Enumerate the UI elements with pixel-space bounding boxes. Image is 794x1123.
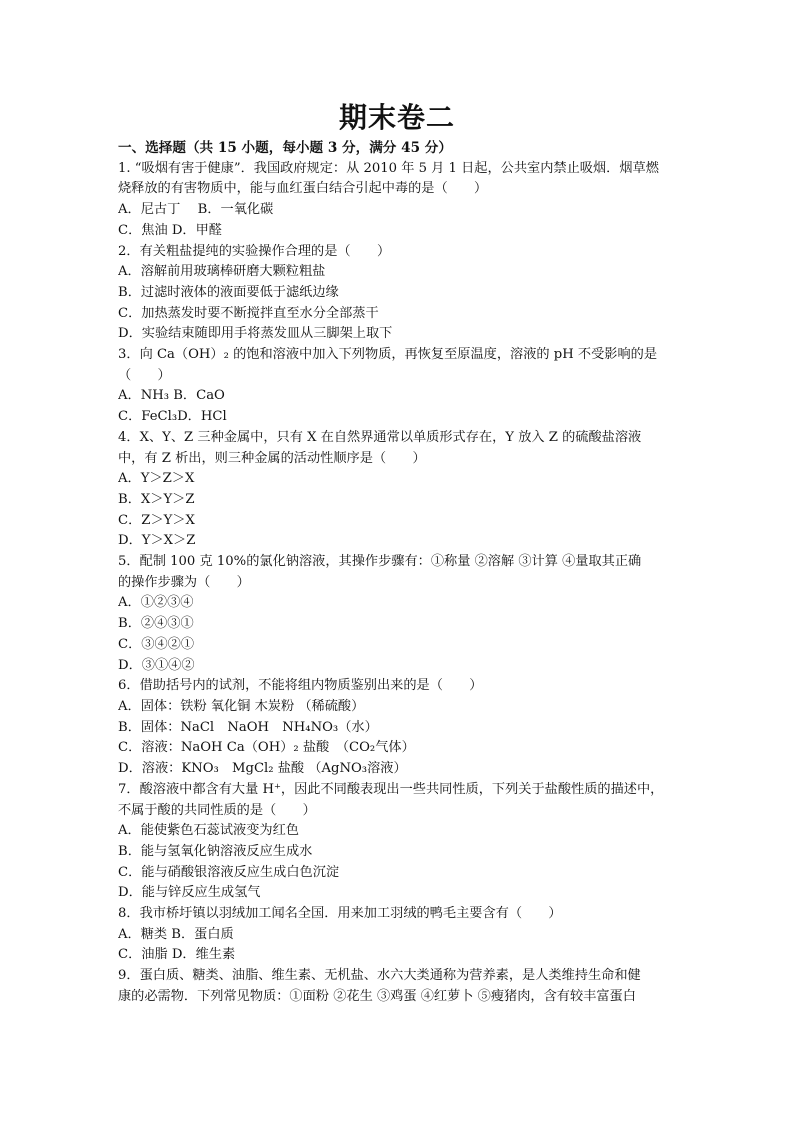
text-line: 4．X、Y、Z 三种金属中，只有 X 在自然界通常以单质形式存在，Y 放入 Z 的硫酸盐溶液 — [118, 429, 642, 445]
text-line: A．固体：铁粉 氧化铜 木炭粉 （稀硫酸） — [118, 698, 365, 714]
text-line: C．油脂 D．维生素 — [118, 947, 236, 963]
text-line: B．X＞Y＞Z — [118, 491, 195, 507]
text-line: C．加热蒸发时要不断搅拌直至水分全部蒸干 — [118, 305, 379, 321]
text-line: 烧释放的有害物质中，能与血红蛋白结合引起中毒的是（ ） — [118, 181, 488, 197]
text-line: 不属于酸的共同性质的是（ ） — [118, 802, 316, 818]
text-line: D．实验结束随即用手将蒸发皿从三脚架上取下 — [118, 326, 393, 342]
text-line: D．Y＞X＞Z — [118, 533, 196, 549]
text-line: A．溶解前用玻璃棒研磨大颗粒粗盐 — [118, 264, 326, 280]
text-line: B．能与氢氧化钠溶液反应生成水 — [118, 843, 313, 859]
text-line: 8．我市桥圩镇以羽绒加工闻名全国．用来加工羽绒的鸭毛主要含有（ ） — [118, 906, 562, 922]
text-line: C．溶液：NaOH Ca（OH）₂ 盐酸 （CO₂气体） — [118, 740, 415, 756]
text-line: C．FeCl₃D．HCl — [118, 409, 227, 425]
text-line: B．固体：NaCl NaOH NH₄NO₃（水） — [118, 719, 378, 735]
text-line: B．②④③① — [118, 616, 194, 632]
section-heading: 一、选择题（共 15 小题，每小题 3 分，满分 45 分） — [118, 140, 452, 156]
text-line: D．溶液：KNO₃ MgCl₂ 盐酸 （AgNO₃溶液） — [118, 761, 407, 777]
text-line: C．③④②① — [118, 636, 195, 652]
text-line: 1. “吸烟有害于健康”．我国政府规定：从 2010 年 5 月 1 日起，公共室内禁止吸烟．烟草燃 — [118, 160, 659, 176]
text-line: A．①②③④ — [118, 595, 194, 611]
text-line: D．能与锌反应生成氢气 — [118, 885, 261, 901]
text-line: 2．有关粗盐提纯的实验操作合理的是（ ） — [118, 243, 391, 259]
text-line: 中，有 Z 析出，则三种金属的活动性顺序是（ ） — [118, 450, 426, 466]
text-line: 的操作步骤为（ ） — [118, 574, 250, 590]
text-line: B．过滤时液体的液面要低于滤纸边缘 — [118, 284, 339, 300]
text-line: 康的必需物．下列常见物质：①面粉 ②花生 ③鸡蛋 ④红萝卜 ⑤瘦猪肉，含有较丰富蛋白 — [118, 988, 636, 1004]
text-line: C．能与硝酸银溶液反应生成白色沉淀 — [118, 864, 340, 880]
text-line: A．NH₃ B．CaO — [118, 388, 225, 404]
text-line: 9．蛋白质、糖类、油脂、维生素、无机盐、水六大类通称为营养素，是人类维持生命和健 — [118, 968, 641, 984]
text-line: C．焦油 D．甲醛 — [118, 222, 222, 238]
page-title: 期末卷二 — [338, 101, 455, 134]
text-line: A．能使紫色石蕊试液变为红色 — [118, 823, 299, 839]
text-line: 5．配制 100 克 10%的氯化钠溶液，其操作步骤有：①称量 ②溶解 ③计算 ④量取其正确 — [118, 554, 642, 570]
text-line: 3．向 Ca（OH）₂ 的饱和溶液中加入下列物质，再恢复至原温度，溶液的 pH 不受影响的是 — [118, 347, 658, 363]
text-line: D．③①④② — [118, 657, 195, 673]
text-line: 7．酸溶液中都含有大量 H⁺，因此不同酸表现出一些共同性质，下列关于盐酸性质的描述中， — [118, 781, 664, 797]
text-line: A．糖类 B．蛋白质 — [118, 926, 234, 942]
question-content — [118, 138, 678, 1008]
text-line: （ ） — [118, 367, 171, 383]
text-line: A．尼古丁 B．一氧化碳 — [118, 202, 274, 218]
text-line: A．Y＞Z＞X — [118, 471, 195, 487]
text-line: C．Z＞Y＞X — [118, 512, 195, 528]
text-line: 6．借助括号内的试剂，不能将组内物质鉴别出来的是（ ） — [118, 678, 483, 694]
